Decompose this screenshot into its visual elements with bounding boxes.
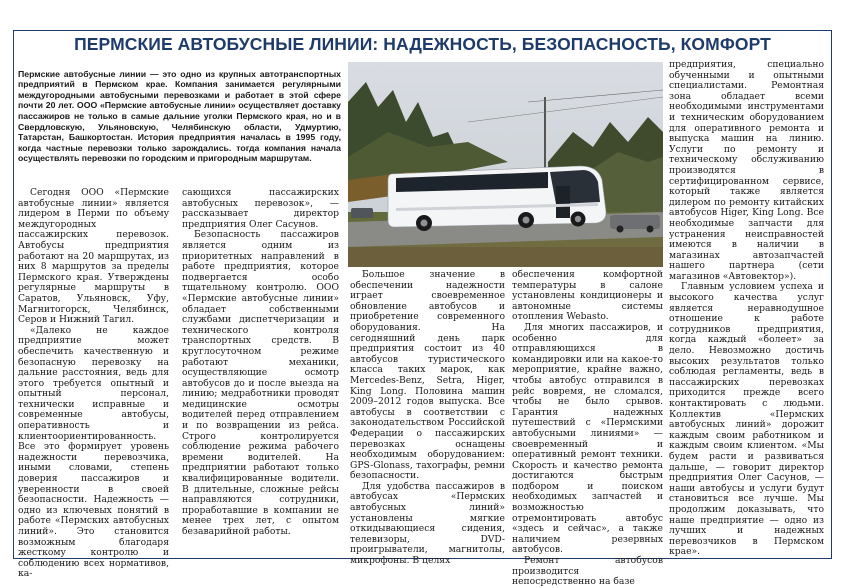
col5-paragraph: предприятия, специально обученными и опытными специалистами. Ремонтная зона обладает всеми необходимыми инструментами и техническим оборудованием для оперативного ремонта и выпуска машин на линию. Услуги по ремонту и техническому обслуживанию производятся в сертифицированном сервисе, который также является дилером по ремонту китайских автобусов Higer, King Long. Все необходимые запчасти для устранения неисправностей имеются в наличии в магазинах автозапчастей нашего партнера (сети магазинов «Автовектор»). [669, 59, 824, 282]
col2-paragraph: Безопасность пассажиров является одним из приоритетных направлений в работе предприятия, которое подвергается особо тщательному контролю. ООО «Пермские автобусные линии» обладает собственными службами диспетчеризации и технического контроля транспортных средств. В круглосуточном режиме работают механики, осуществляющие осмотр автобусов до и после выезда на линию; медработники проводят медицинские осмотры водителей перед отправлением и по возвращении из рейса. Строго контролируется соблюдение режима рабочего времени водителей. На предприятии работают только квалифицированные водители. В длительные, сложные рейсы направляются сотрудники, проработавшие в компании не менее трех лет, с опытом безаварийной работы. [182, 229, 339, 537]
bus-photo [348, 62, 663, 267]
column-1 [18, 188, 169, 580]
page-top-margin [13, 0, 830, 26]
col4-paragraph: обеспечения комфортной температуры в салоне установлены кондиционеры и автономные системы отопления Webasto. [512, 269, 663, 323]
col1-paragraph: Сегодня ООО «Пермские автобусные линии» является лидером в Перми по объему междугородных пассажирских перевозок. Автобусы предприятия работают на 20 маршрутах, из них 8 маршрутов за пределы Пермского края. Утверждены регулярные маршруты в Саратов, Ульяновск, Уфу, Магнитогорск, Челябинск, Серов и Нижний Тагил. [18, 187, 169, 326]
column-3 [350, 270, 505, 567]
column-2 [182, 188, 339, 538]
col4-paragraph: Для многих пассажиров, и особенно для отправляющихся в командировки или на какое-то мероприятие, крайне важно, чтобы автобус отправился в рейс вовремя, не сломался, чтобы не было срывов. Гарантия надежных путешествий с «Пермскими автобусными линиями» — своевременный и оперативный ремонт техники. Скорость и качество ремонта достигаются быстрым подбором и поиском необходимых запчастей и возможностью отремонтировать автобус «здесь и сейчас», а также наличием резервных автобусов. [512, 321, 663, 556]
article-frame [13, 30, 832, 588]
col1-paragraph: «Далеко не каждое предприятие может обеспечить качественную и безопасную перевозку на дальние расстояния, ведь для этого требуется опытный и опытный персонал, технически исправные и современные автобусы, оперативность и клиентоориентированность. Все это формирует уровень надежности перевозчика, иными словами, степень доверия пассажиров и уверенности в своей безопасности. Надежность — одно из ключевых понятий в работе «Пермских автобусных линий». Это становится возможным благодаря жесткому контролю и соблюдению всех нормативов, ка- [18, 324, 169, 580]
column-5 [669, 60, 824, 558]
col4-paragraph: Ремонт автобусов производится непосредственно на базе [512, 555, 663, 588]
column-4 [512, 270, 663, 588]
col5-paragraph: Главным условием успеха и высокого качества услуг является неравнодушное отношение к работе сотрудников предприятия, когда каждый «болеет» за дело. Невозможно достичь высоких результатов только соблюдая регламенты, ведь в пассажирских перевозках приходится прежде всего контактировать с людьми. Коллектив «Пермских автобусных линий» дорожит каждым своим работником и каждым своим клиентом. «Мы будем расти и развиваться дальше, — говорит директор предприятия Олег Сасунов, — наши автобусы и услуги будут становиться все лучше. Мы продолжим доказывать, что наше предприятие — одно из лучших и надежных перевозчиков в Пермском крае». [669, 281, 824, 558]
article-title: ПЕРМСКИЕ АВТОБУСНЫЕ ЛИНИИ: НАДЕЖНОСТЬ, БЕЗОПАСНОСТЬ, КОМФОРТ [74, 34, 771, 54]
article-lead: Пермские автобусные линии — это одно из крупных автотранспортных предприятий в Пермском крае. Компания занимается регулярными междугородными автобусными перевозками и работает в этой сфере почти 20 лет. ООО «Пермские автобусные линии» осуществляет доставку пассажиров не только в самые дальние уголки Пермского края, но и в Свердловскую, Ульяновскую, Челябинскую области, Удмуртию, Татарстан, Башкортостан. История предприятия началась в 1995 году, когда частные перевозки только зарождались. тогда компания начала осуществлять перевозки по городским и пригородным маршрутам. [18, 68, 341, 164]
bus-illustration [388, 166, 606, 231]
col3-paragraph: Большое значение в обеспечении надежности играет своевременное обновление автобусов и приобретение современного оборудования. На сегодняшний день парк предприятия состоит из 40 автобусов туристического класса таких марок, как Mercedes-Benz, Setra, Higer, King Long. Половина машин 2009–2012 годов выпуска. Все автобусы в соответствии с законодательством Российской Федерации о пассажирских перевозках оснащены необходимым оборудованием: GPS-Glonass, тахографы, ремни безопасности. [350, 269, 505, 482]
col3-paragraph: Для удобства пассажиров в автобусах «Пермских автобусных линий» установлены мягкие откидывающиеся сидения, телевизоры, DVD-проигрыватели, магнитолы, микрофоны. В целях [350, 480, 505, 567]
col2-paragraph: сающихся пассажирских автобусных перевозок», — рассказывает директор предприятия Олег Сасунов. [182, 187, 339, 230]
